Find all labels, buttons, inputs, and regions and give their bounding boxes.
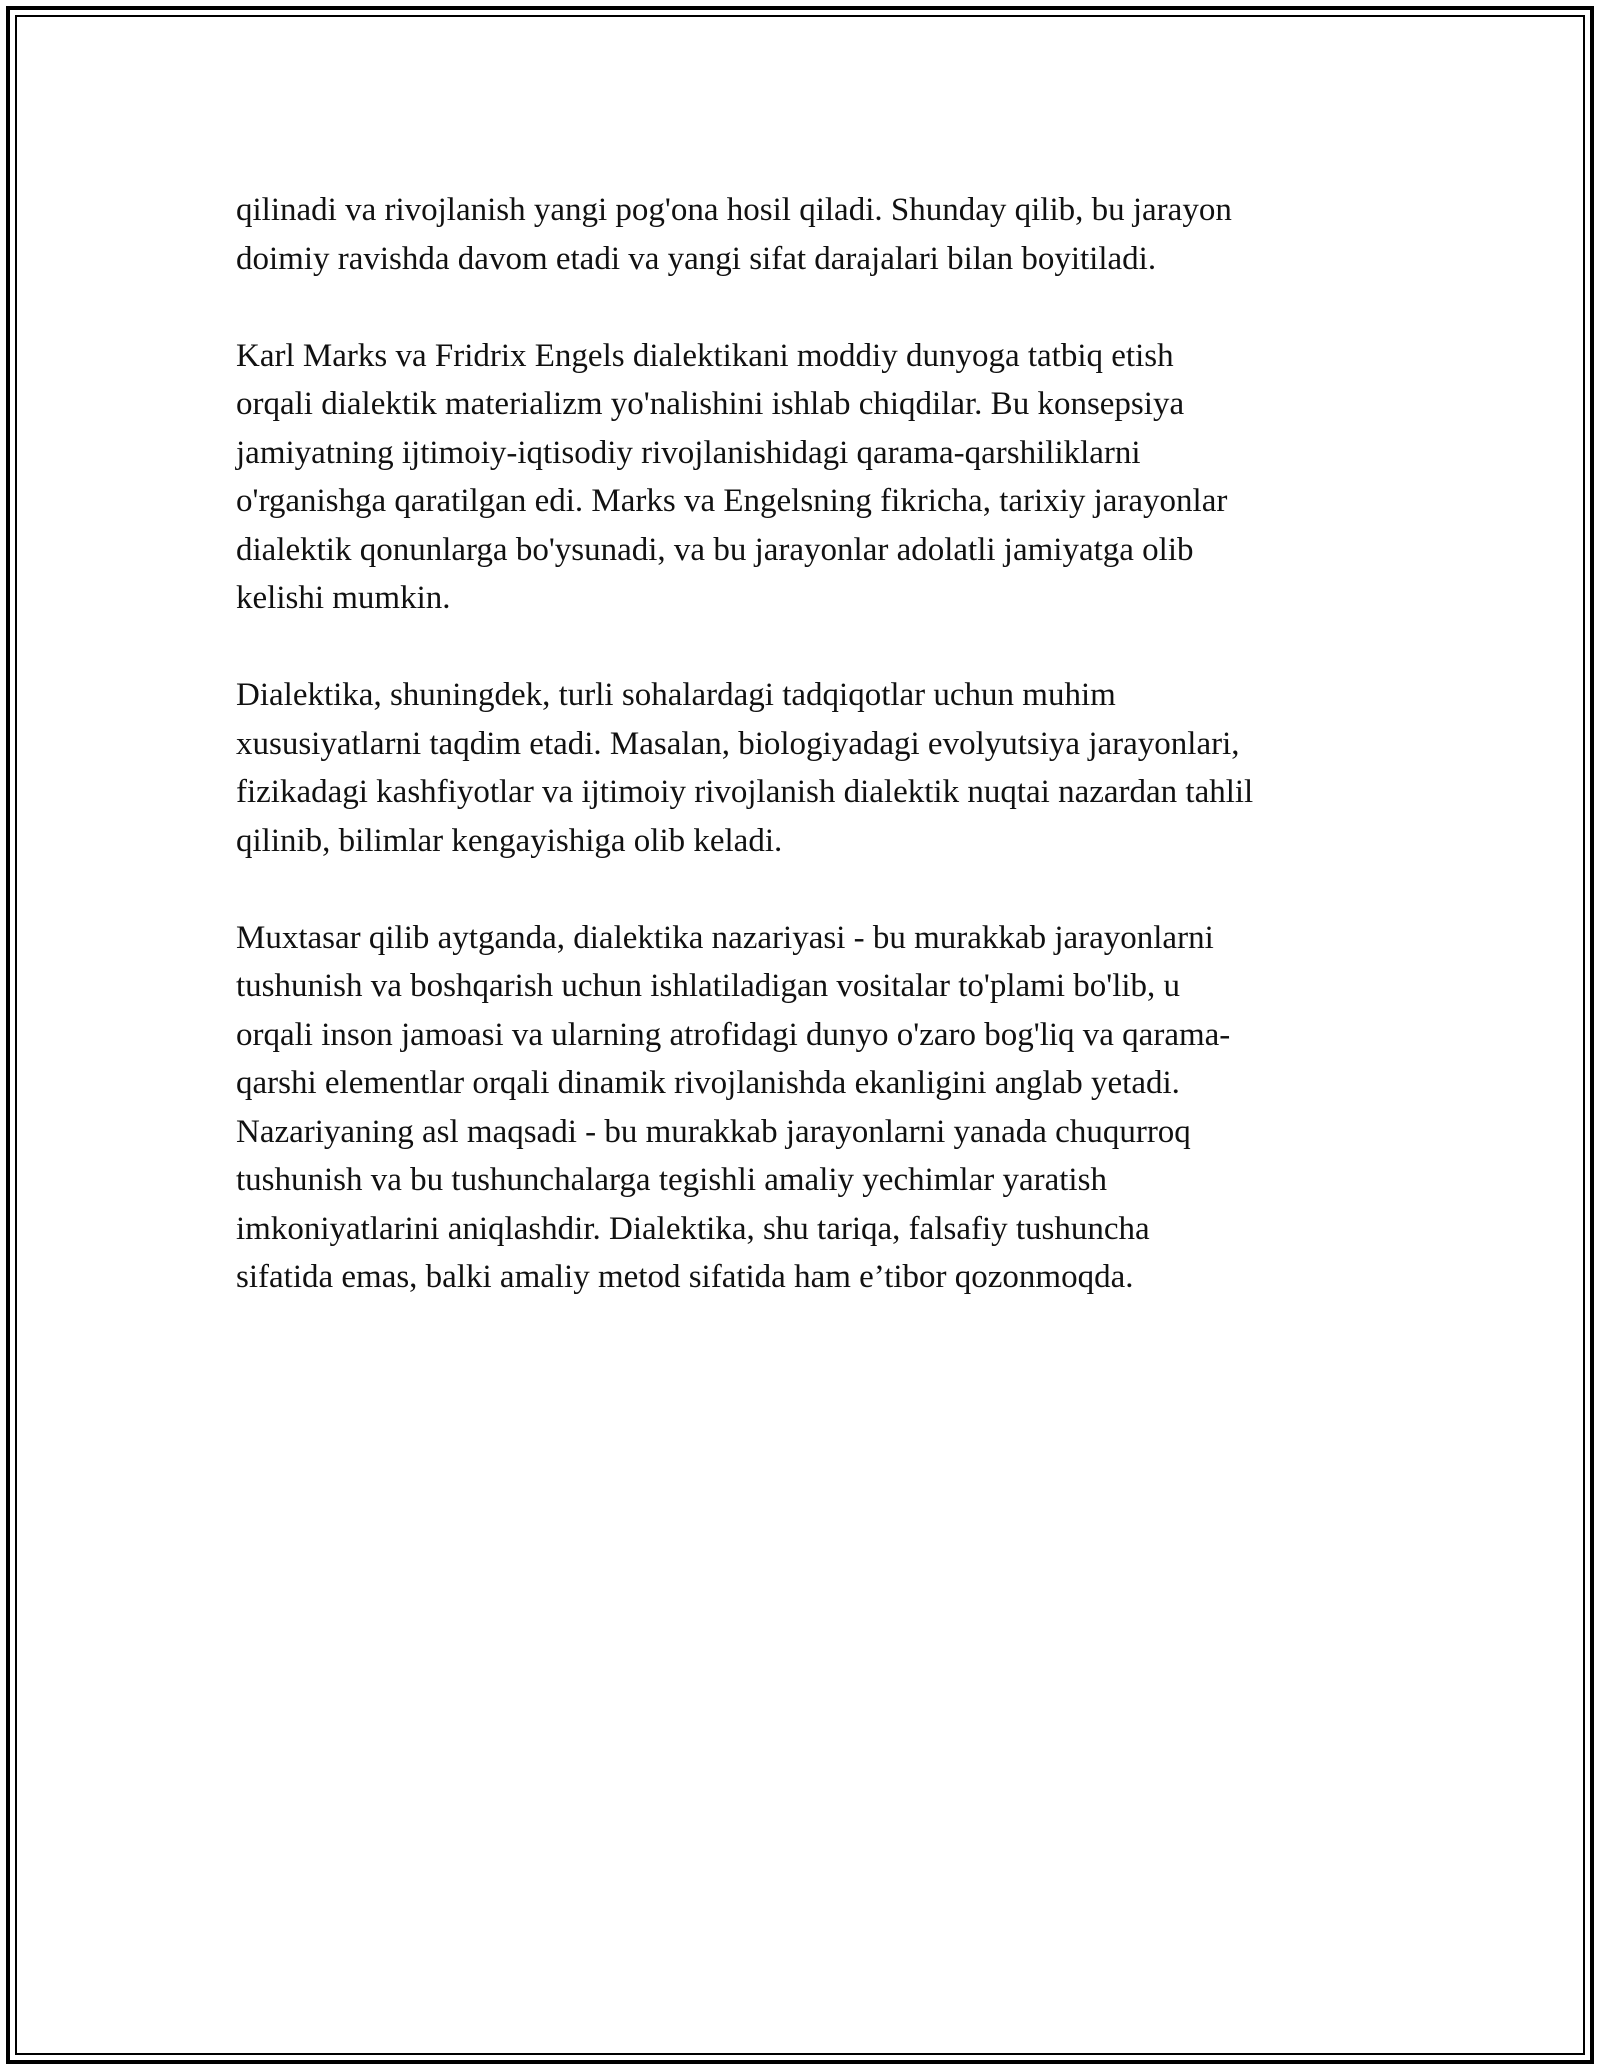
text-line: o'rganishga qaratilgan edi. Marks va Engelsning fikricha, tarixiy jarayonlar bbox=[236, 483, 1228, 519]
text-line: jamiyatning ijtimoiy-iqtisodiy rivojlanishidagi qarama-qarshiliklarni bbox=[236, 434, 1141, 471]
text-line: xususiyatlarni taqdim etadi. Masalan, biologiyadagi evolyutsiya jarayonlari, bbox=[236, 725, 1240, 762]
paragraph-2 bbox=[236, 332, 1376, 623]
text-line: Dialektika, shuningdek, turli sohalardagi tadqiqotlar uchun muhim bbox=[236, 677, 1116, 713]
paragraph-3 bbox=[236, 671, 1376, 865]
text-line: dialektik qonunlarga bo'ysunadi, va bu jarayonlar adolatli jamiyatga olib bbox=[236, 531, 1194, 568]
text-line: Karl Marks va Fridrix Engels dialektikani moddiy dunyoga tatbiq etish bbox=[236, 337, 1174, 374]
text-line: kelishi mumkin. bbox=[236, 580, 451, 616]
paragraph-1 bbox=[236, 186, 1376, 283]
text-line: Muxtasar qilib aytganda, dialektika nazariyasi - bu murakkab jarayonlarni bbox=[236, 919, 1214, 956]
text-line: orqali inson jamoasi va ularning atrofidagi dunyo o'zaro bog'liq va qarama- bbox=[236, 1016, 1231, 1053]
paragraph-4 bbox=[236, 914, 1376, 1302]
text-line: imkoniyatlarini aniqlashdir. Dialektika, shu tariqa, falsafiy tushuncha bbox=[236, 1210, 1150, 1247]
text-line: orqali dialektik materializm yo'nalishini ishlab chiqdilar. Bu konsepsiya bbox=[236, 386, 1185, 422]
text-line: tushunish va bu tushunchalarga tegishli amaliy yechimlar yaratish bbox=[236, 1162, 1107, 1198]
text-line: qilinib, bilimlar kengayishiga olib keladi. bbox=[236, 822, 783, 859]
text-line: tushunish va boshqarish uchun ishlatiladigan vositalar to'plami bo'lib, u bbox=[236, 968, 1181, 1004]
text-line: Nazariyaning asl maqsadi - bu murakkab jarayonlarni yanada chuqurroq bbox=[236, 1113, 1191, 1150]
text-line: qarshi elementlar orqali dinamik rivojlanishda ekanligini anglab yetadi. bbox=[236, 1065, 1180, 1101]
text-line: fizikadagi kashfiyotlar va ijtimoiy rivojlanish dialektik nuqtai nazardan tahlil bbox=[236, 774, 1254, 810]
text-line: qilinadi va rivojlanish yangi pog'ona hosil qiladi. Shunday qilib, bu jarayon bbox=[236, 192, 1232, 228]
document-body bbox=[236, 186, 1376, 1350]
text-line: sifatida emas, balki amaliy metod sifatida ham e’tibor qozonmoqda. bbox=[236, 1259, 1134, 1295]
text-line: doimiy ravishda davom etadi va yangi sifat darajalari bilan boyitiladi. bbox=[236, 240, 1157, 277]
